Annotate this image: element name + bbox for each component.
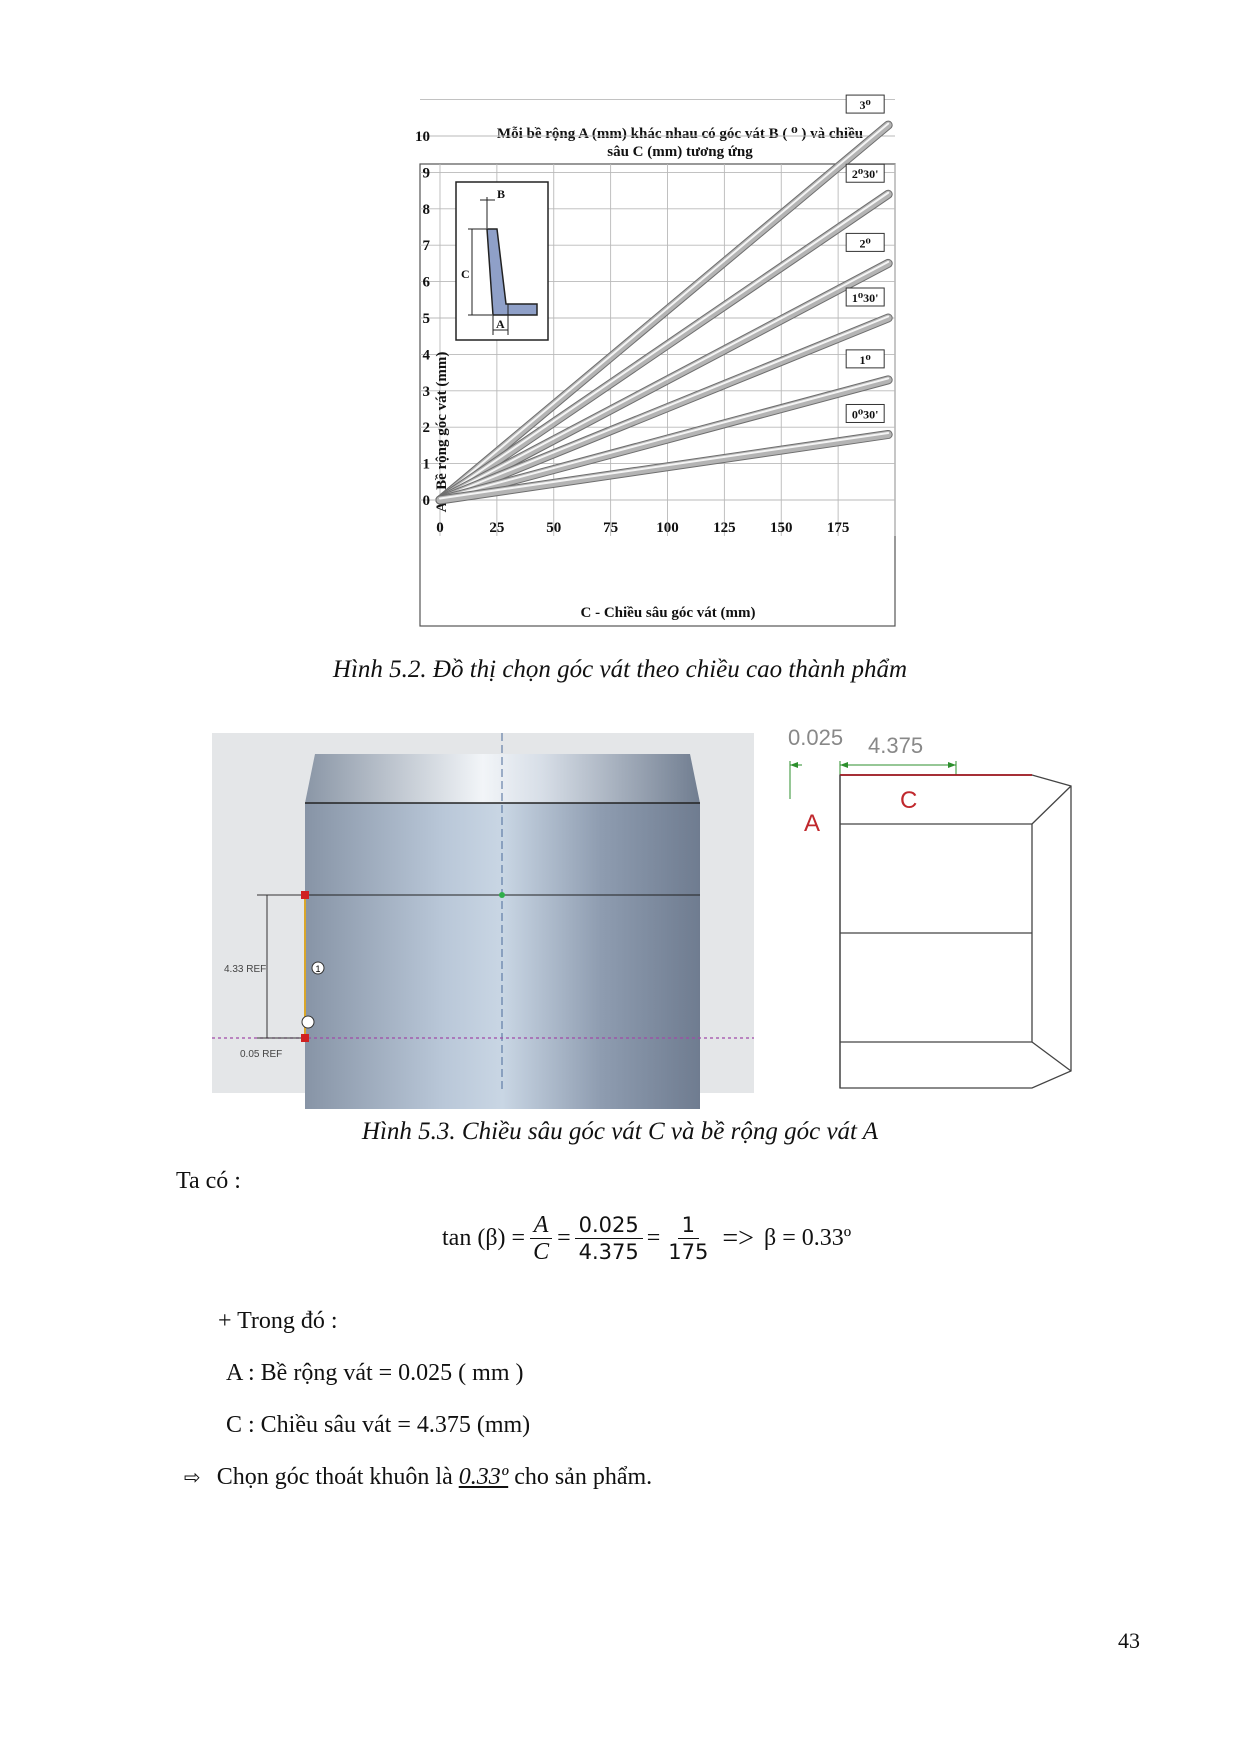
y-tick-label: 4 xyxy=(422,347,430,364)
y-tick-label: 9 xyxy=(422,165,430,182)
y-tick-label: 5 xyxy=(422,311,430,327)
formula-lhs: tan (β) = xyxy=(442,1225,526,1251)
inset-label-a: A xyxy=(496,317,505,331)
arrow-icon: ⇨ xyxy=(184,1465,201,1489)
x-tick-label: 150 xyxy=(770,520,793,536)
y-tick-label: 10 xyxy=(415,129,430,145)
y-tick-label: 7 xyxy=(422,238,430,255)
y-tick-label: 1 xyxy=(422,456,430,473)
x-tick-label: 175 xyxy=(826,520,850,536)
fraction-a-num: A xyxy=(530,1212,553,1239)
series-label: 1⁰30' xyxy=(851,291,879,305)
formula-eq1: = xyxy=(557,1225,571,1251)
series-label: 2⁰ xyxy=(859,236,871,251)
chart-x-axis-label: C - Chiều sâu góc vát (mm) xyxy=(580,605,756,621)
series-label: 0⁰30' xyxy=(851,407,879,422)
fraction-values-num: 0.025 xyxy=(575,1212,643,1239)
fraction-ratio xyxy=(664,1212,712,1265)
x-tick-label: 125 xyxy=(713,520,736,536)
sketch-point-top[interactable] xyxy=(301,891,309,899)
y-tick-label: 2 xyxy=(422,420,430,437)
x-tick-label: 0 xyxy=(436,520,444,536)
formula-implies: => xyxy=(722,1222,754,1254)
x-tick-label: 100 xyxy=(656,520,679,536)
y-tick-label: 8 xyxy=(422,201,430,218)
chart-y-axis-label: A - Bề rộng góc vát (mm) xyxy=(434,351,450,513)
conclusion-suffix: cho sản phẩm. xyxy=(514,1464,653,1490)
where-label: + Trong đó : xyxy=(218,1308,338,1334)
sketch-point-bottom[interactable] xyxy=(301,1034,309,1042)
chamfer-section-sketch xyxy=(774,715,1074,1093)
y-tick-label: 6 xyxy=(422,274,430,291)
chart-title-line2: sâu C (mm) tương ứng xyxy=(607,144,753,160)
figure-5-2-caption: Hình 5.2. Đồ thị chọn góc vát theo chiều cao thành phẩm xyxy=(332,656,908,683)
x-tick-label: 25 xyxy=(489,520,505,536)
end-marker-icon[interactable] xyxy=(302,1016,314,1028)
y-tick-label: 3 xyxy=(422,383,430,400)
chart-title-line1: Mỗi bề rộng A (mm) khác nhau có góc vát B ( ⁰ ) và chiều xyxy=(496,126,864,142)
constraint-marker: 1 xyxy=(315,964,321,974)
inset-label-b: B xyxy=(497,187,506,201)
sketch-dim-c-value: 4.375 xyxy=(868,733,924,758)
definition-c: C : Chiều sâu vát = 4.375 (mm) xyxy=(226,1412,531,1438)
x-tick-label: 50 xyxy=(546,520,562,536)
sketch-label-c: C xyxy=(900,787,918,814)
fraction-values-den: 4.375 xyxy=(578,1240,639,1264)
definition-a: A : Bề rộng vát = 0.025 ( mm ) xyxy=(226,1360,524,1386)
series-label: 2⁰30' xyxy=(851,167,879,182)
series-label: 3⁰ xyxy=(859,98,871,113)
draft-angle-chart xyxy=(400,98,920,632)
intro-text: Ta có : xyxy=(176,1168,241,1194)
x-tick-label: 75 xyxy=(603,520,619,536)
conclusion xyxy=(184,1464,652,1491)
fraction-a-den: C xyxy=(533,1239,550,1265)
cad-dimension-label[interactable]: 4.33 REF xyxy=(224,964,267,975)
conclusion-text: Chọn góc thoát khuôn là xyxy=(216,1464,453,1490)
figure-5-3-caption: Hình 5.3. Chiều sâu góc vát C và bề rộng góc vát A xyxy=(361,1118,879,1145)
series-label: 1⁰ xyxy=(859,352,871,367)
fraction-ratio-den: 175 xyxy=(668,1240,709,1264)
fraction-values xyxy=(575,1212,643,1265)
sketch-label-a: A xyxy=(804,810,821,837)
cad-offset-label[interactable]: 0.05 REF xyxy=(240,1049,283,1060)
chamfer-profile-inset xyxy=(456,182,548,340)
sketch-dim-a-value: 0.025 xyxy=(788,725,844,750)
inset-label-c: C xyxy=(461,267,470,281)
formula xyxy=(442,1212,851,1265)
cad-model-view xyxy=(212,733,754,1093)
page-number: 43 xyxy=(1118,1628,1140,1653)
y-tick-label: 0 xyxy=(422,493,430,509)
fraction-ratio-num: 1 xyxy=(678,1212,699,1239)
sketch-outline xyxy=(840,775,1071,1088)
fraction-a-over-c xyxy=(529,1212,553,1265)
formula-result: β = 0.33º xyxy=(763,1225,852,1251)
formula-eq2: = xyxy=(646,1225,661,1251)
origin-icon xyxy=(499,892,505,898)
conclusion-value: 0.33º xyxy=(458,1464,509,1490)
